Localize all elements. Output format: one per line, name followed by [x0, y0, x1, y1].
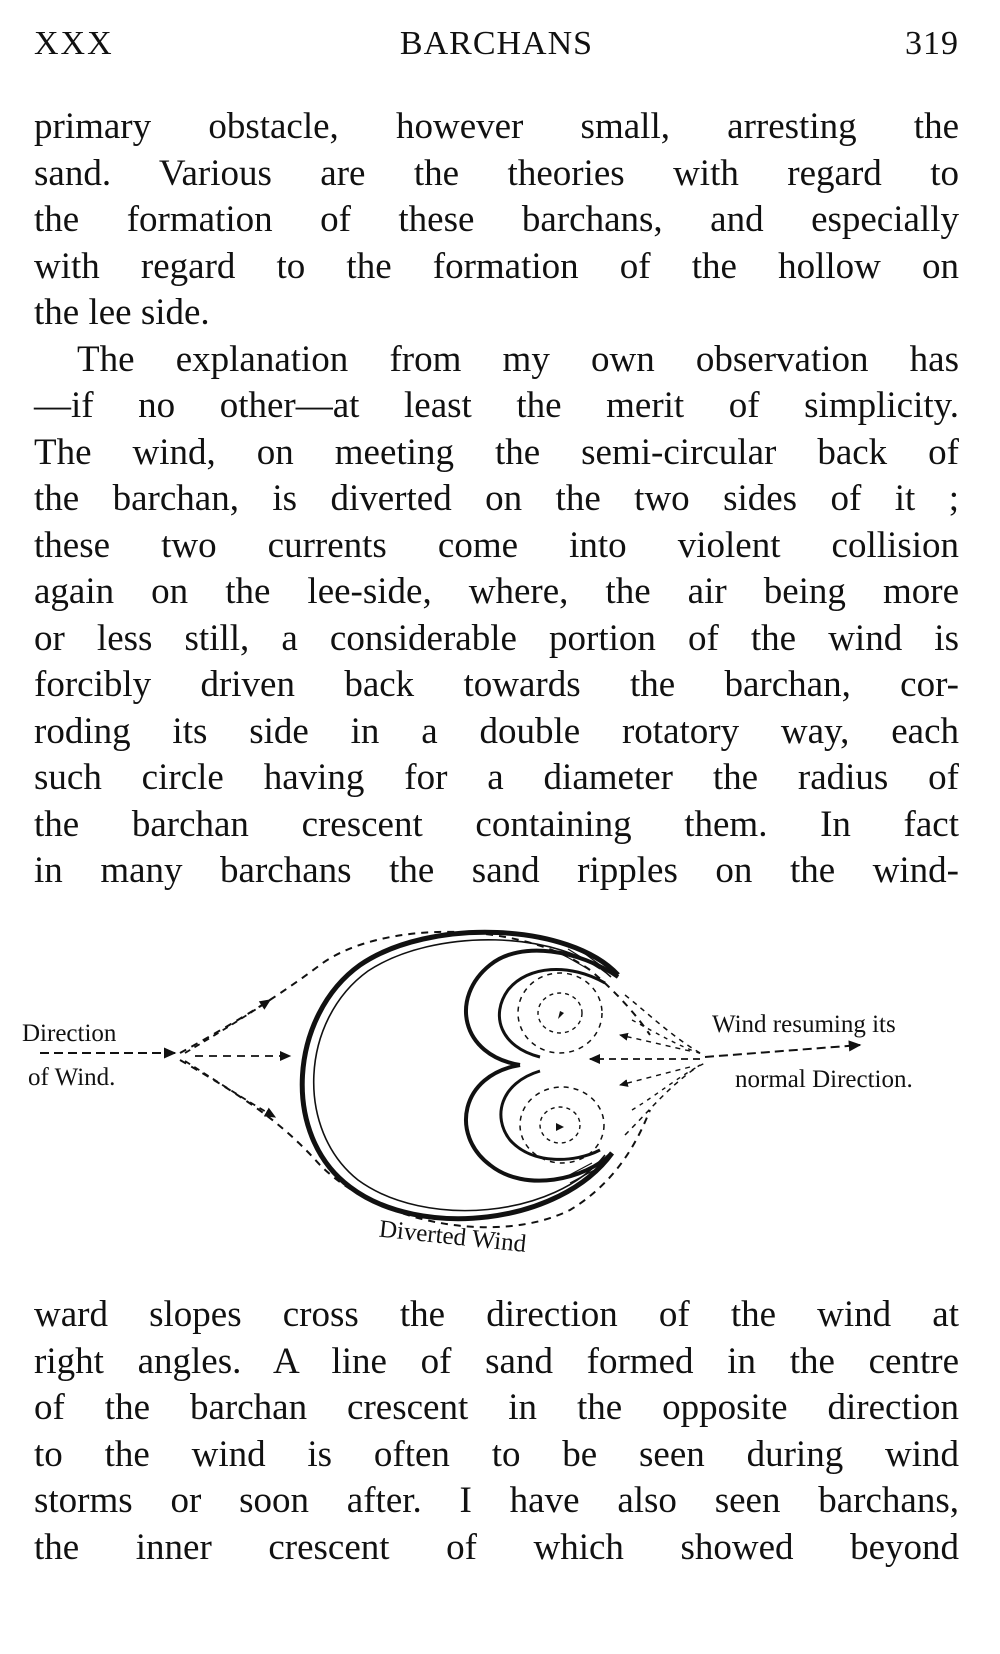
label-resuming-line1: Wind resuming its — [712, 1011, 896, 1038]
chapter-numeral: XXX — [34, 25, 114, 62]
barchan-inner-lobe-top — [499, 969, 605, 1057]
label-direction-line2: of Wind. — [28, 1064, 116, 1091]
barchan-inner-lobe-bottom — [501, 1071, 600, 1159]
text-line: primary obstacle, however small, arresting the — [34, 106, 959, 147]
text-line: forcibly driven back towards the barchan, cor- — [34, 664, 959, 705]
body-text-top — [34, 104, 959, 895]
text-line: the formation of these barchans, and especially — [34, 199, 959, 240]
text-line: the barchan, is diverted on the two sides of it ; — [34, 478, 959, 519]
barchan-wind-diagram — [0, 925, 1000, 1280]
label-direction-line1: Direction — [22, 1020, 117, 1047]
barchan-outline-inner — [314, 940, 611, 1211]
text-line: the lee side. — [34, 292, 210, 333]
text-line: storms or soon after. I have also seen barchans, — [34, 1480, 959, 1521]
text-line: these two currents come into violent collision — [34, 524, 959, 566]
text-line: with regard to the formation of the hollow on — [34, 245, 959, 287]
text-line: of the barchan crescent in the opposite direction — [34, 1387, 959, 1428]
barchan-hollow-bottom — [466, 1065, 612, 1181]
eddy-bottom — [520, 1087, 604, 1163]
barchan-hollow-top — [466, 951, 618, 1065]
text-line: roding its side in a double rotatory way, each — [34, 710, 959, 752]
text-line: the inner crescent of which showed beyond — [34, 1526, 959, 1568]
text-line: such circle having for a diameter the radius of — [34, 757, 959, 798]
text-line: to the wind is often to be seen during wind — [34, 1433, 959, 1475]
text-line: The wind, on meeting the semi-circular back of — [34, 431, 959, 473]
running-title: BARCHANS — [399, 25, 594, 62]
label-resuming-line2: normal Direction. — [735, 1066, 913, 1093]
text-line: the barchan crescent containing them. In fact — [34, 803, 959, 845]
text-line: —if no other—at least the merit of simplicity. — [34, 385, 959, 426]
text-line: ward slopes cross the direction of the wind at — [34, 1294, 959, 1335]
label-diverted-wind: Diverted Wind — [377, 1215, 528, 1258]
page-number: 319 — [905, 25, 959, 62]
text-line: right angles. A line of sand formed in the centre — [34, 1340, 959, 1382]
body-text-bottom — [34, 1292, 959, 1571]
text-line: or less still, a considerable portion of the wind is — [34, 617, 959, 659]
text-line: The explanation from my own observation has — [77, 338, 959, 380]
text-line: in many barchans the sand ripples on the wind- — [34, 850, 959, 891]
text-line: sand. Various are the theories with regard to — [34, 152, 959, 194]
running-head — [34, 22, 959, 66]
diverted-wind-path-bottom — [180, 1060, 650, 1227]
text-line: again on the lee-side, where, the air being more — [34, 571, 959, 612]
wind-arrow-outgoing — [705, 1045, 860, 1057]
